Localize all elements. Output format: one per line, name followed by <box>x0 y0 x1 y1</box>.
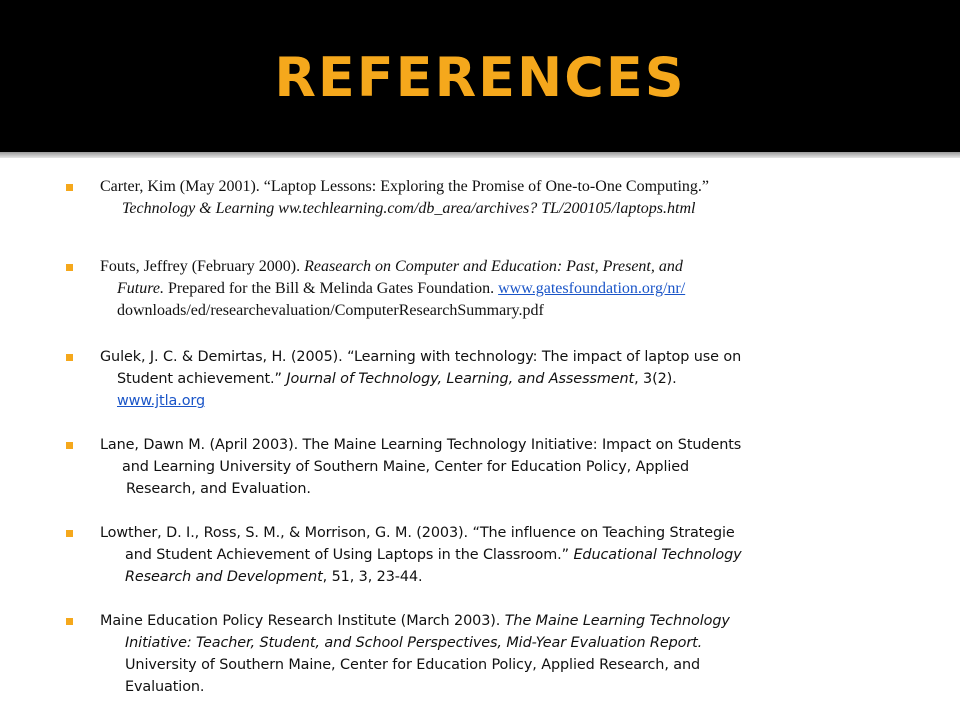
reference-line: Maine Education Policy Research Institute (March 2003). The Maine Learning Technology <box>100 613 730 629</box>
reference-line: Evaluation. <box>125 679 205 695</box>
reference-line: Fouts, Jeffrey (February 2000). Reasearch on Computer and Education: Past, Present, and <box>100 258 683 275</box>
reference-line: University of Southern Maine, Center for Education Policy, Applied Research, and <box>125 657 701 673</box>
reference-line <box>0 390 960 412</box>
reference-line: Technology & Learning ww.techlearning.com/db_area/archives? TL/200105/laptops.html <box>122 200 696 217</box>
reference-item <box>0 434 960 522</box>
reference-item <box>0 176 960 256</box>
bullet-icon <box>66 354 73 361</box>
title-bar <box>0 0 960 152</box>
reference-line: and Learning University of Southern Maine, Center for Education Policy, Applied <box>122 459 690 475</box>
jtla-link[interactable]: www.jtla.org <box>117 393 205 409</box>
reference-item <box>0 346 960 434</box>
bullet-icon <box>66 442 73 449</box>
reference-line: Gulek, J. C. & Demirtas, H. (2005). “Learning with technology: The impact of laptop use on <box>100 349 742 365</box>
bullet-icon <box>66 618 73 625</box>
reference-line: Lane, Dawn M. (April 2003). The Maine Learning Technology Initiative: Impact on Students <box>100 437 742 453</box>
reference-line: downloads/ed/researchevaluation/ComputerResearchSummary.pdf <box>117 302 544 319</box>
bullet-icon <box>66 264 73 271</box>
reference-item <box>0 256 960 346</box>
reference-line: Initiative: Teacher, Student, and School Perspectives, Mid-Year Evaluation Report. <box>125 635 703 651</box>
gates-foundation-link[interactable]: www.gatesfoundation.org/nr/ <box>498 280 686 297</box>
reference-line: Student achievement.” Journal of Technology, Learning, and Assessment, 3(2). <box>117 371 677 387</box>
bullet-icon <box>66 184 73 191</box>
reference-item <box>0 522 960 610</box>
reference-line: Research, and Evaluation. <box>126 481 311 497</box>
header-divider <box>0 152 960 158</box>
slide-title: REFERENCES <box>274 46 686 109</box>
reference-item <box>0 610 960 702</box>
reference-list <box>0 176 960 702</box>
reference-line: and Student Achievement of Using Laptops in the Classroom.” Educational Technology <box>125 547 742 563</box>
reference-line: Future. Prepared for the Bill & Melinda Gates Foundation. www.gatesfoundation.org/nr/ <box>117 280 686 297</box>
reference-line: Lowther, D. I., Ross, S. M., & Morrison, G. M. (2003). “The influence on Teaching Strategie <box>100 525 735 541</box>
reference-line: Carter, Kim (May 2001). “Laptop Lessons: Exploring the Promise of One-to-One Computing.” <box>100 178 710 195</box>
reference-line: Research and Development, 51, 3, 23-44. <box>125 569 423 585</box>
bullet-icon <box>66 530 73 537</box>
